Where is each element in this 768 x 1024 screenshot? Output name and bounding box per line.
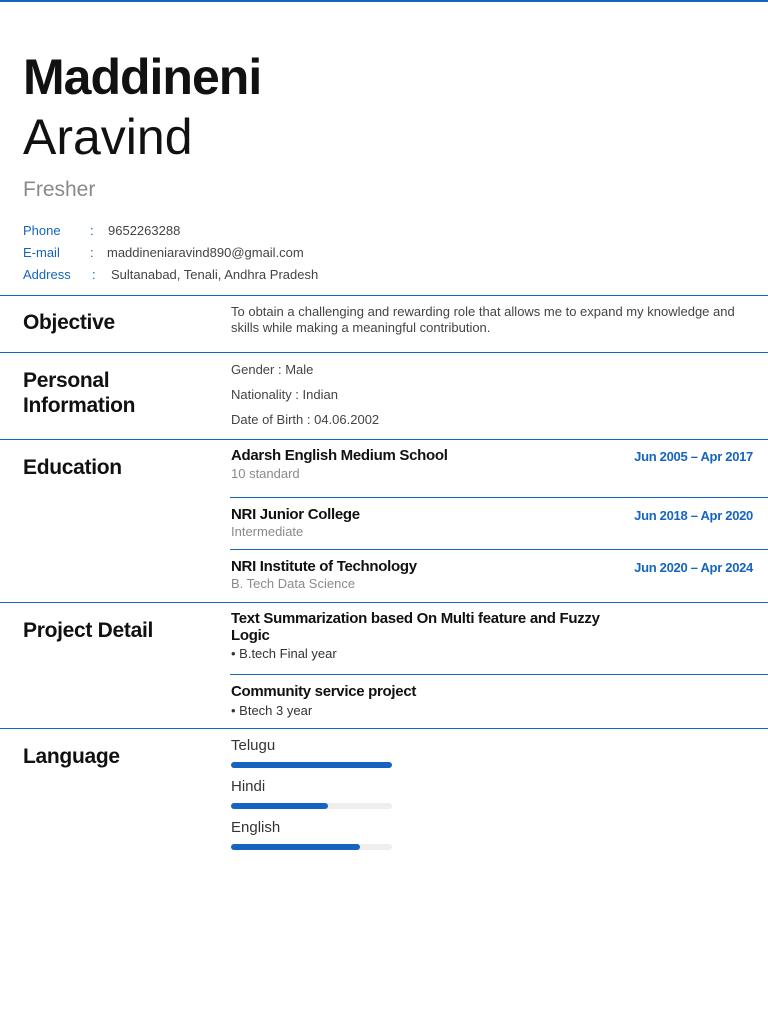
language-name: Telugu (231, 737, 276, 754)
language-name: Hindi (231, 778, 266, 795)
section-divider (0, 352, 768, 353)
project-note: • Btech 3 year (231, 703, 313, 718)
education-school: NRI Institute of Technology (231, 558, 417, 575)
entry-divider (230, 674, 768, 675)
nationality-text: Nationality : Indian (231, 387, 338, 402)
job-title: Fresher (23, 178, 96, 201)
language-heading: Language (23, 745, 120, 768)
project-name: Text Summarization based On Multi feature and Fuzzy Logic (231, 610, 600, 644)
education-heading: Education (23, 456, 122, 479)
first-name: Maddineni (23, 49, 262, 105)
top-divider (0, 0, 768, 2)
section-divider (0, 439, 768, 440)
dob-text: Date of Birth : 04.06.2002 (231, 412, 380, 427)
project-note: • B.tech Final year (231, 646, 337, 661)
entry-divider (230, 497, 768, 498)
gender-text: Gender : Male (231, 362, 314, 377)
section-divider (0, 295, 768, 296)
objective-text: To obtain a challenging and rewarding role that allows me to expand my knowledge and skills while making a meaningful contribution. (231, 304, 735, 335)
education-level: B. Tech Data Science (231, 576, 356, 591)
personal-heading-line1: Personal (23, 369, 110, 392)
language-level-bar (231, 844, 392, 850)
address-value: Sultanabad, Tenali, Andhra Pradesh (111, 267, 319, 282)
education-level: Intermediate (231, 524, 304, 539)
education-dates: Jun 2018 – Apr 2020 (634, 508, 753, 523)
education-school: NRI Junior College (231, 506, 360, 523)
personal-heading-line2: Information (23, 394, 136, 417)
project-name: Community service project (231, 683, 417, 700)
email-label: E-mail (23, 245, 60, 260)
language-level-bar (231, 803, 392, 809)
email-separator: : (90, 245, 94, 260)
address-separator: : (92, 267, 96, 282)
phone-separator: : (90, 223, 94, 238)
objective-heading: Objective (23, 311, 115, 334)
education-school: Adarsh English Medium School (231, 447, 448, 464)
section-divider (0, 602, 768, 603)
language-level-fill (231, 844, 360, 850)
last-name: Aravind (23, 109, 193, 165)
address-label: Address (23, 267, 71, 282)
education-level: 10 standard (231, 466, 300, 481)
language-level-fill (231, 803, 328, 809)
language-level-bar (231, 762, 392, 768)
section-divider (0, 728, 768, 729)
education-dates: Jun 2020 – Apr 2024 (634, 560, 753, 575)
projects-heading: Project Detail (23, 619, 154, 642)
language-level-fill (231, 762, 392, 768)
phone-value[interactable]: 9652263288 (108, 223, 181, 238)
email-value[interactable]: maddineniaravind890@gmail.com (107, 245, 304, 260)
education-dates: Jun 2005 – Apr 2017 (634, 449, 753, 464)
phone-label: Phone (23, 223, 61, 238)
entry-divider (230, 549, 768, 550)
language-name: English (231, 819, 281, 836)
personal-heading (23, 368, 135, 418)
